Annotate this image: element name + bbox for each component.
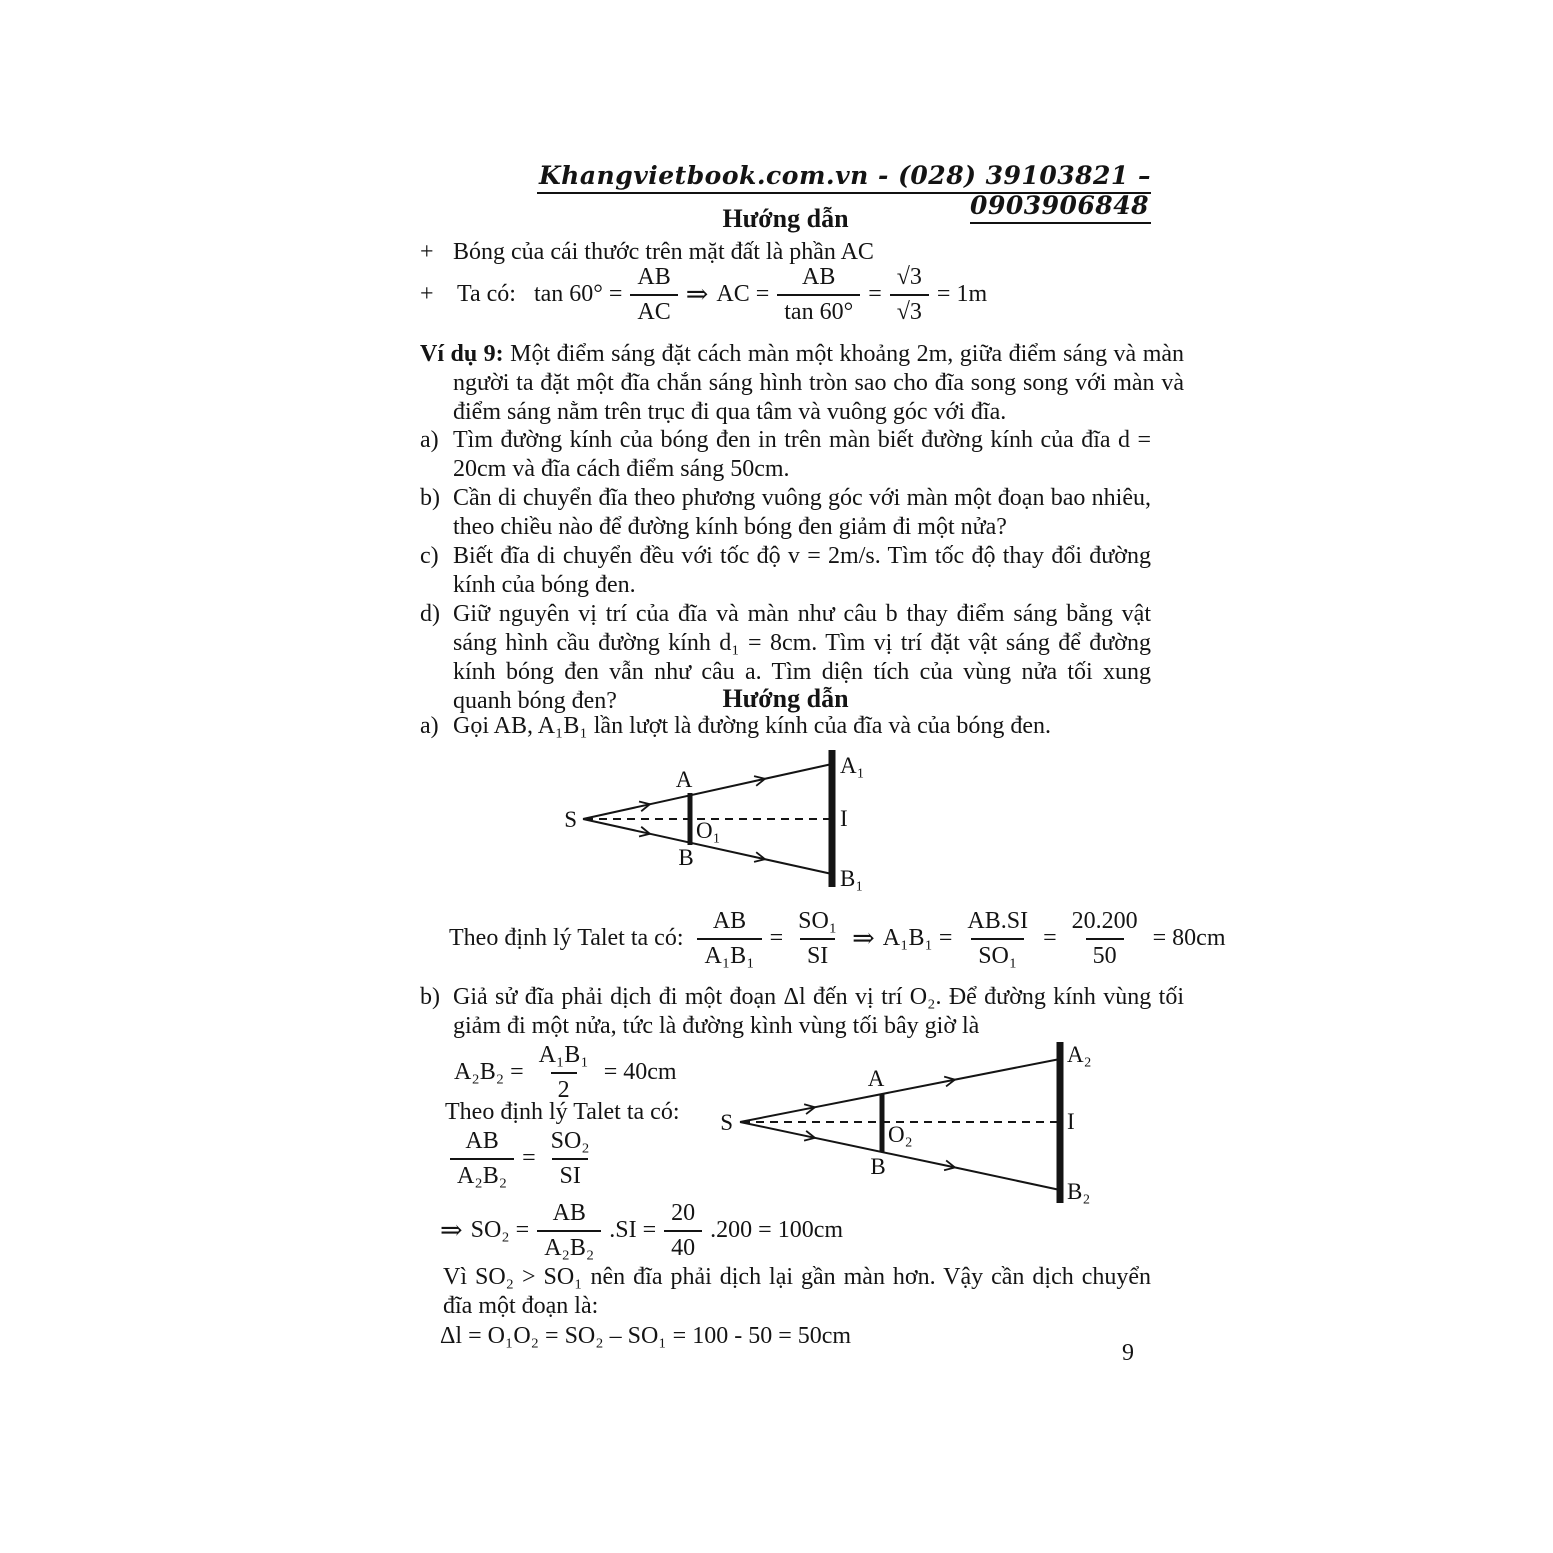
fraction: $\frac{AB}{AC}$: [630, 264, 677, 326]
implies-arrow: ⇒: [685, 279, 709, 310]
item-c: c) Biết đĩa di chuyển đều với tốc độ v = 2m/s. Tìm tốc độ thay đổi đường kính của bóng đen.: [420, 543, 1151, 598]
a2b2-result: = 40cm: [603, 1059, 677, 1086]
fraction: $\frac{AB}{\text{A₁B₁}}$: [697, 908, 761, 970]
a2b2-lhs: A₂B₂ =: [454, 1059, 524, 1086]
guide-heading-1: Hướng dẫn: [722, 204, 849, 233]
bullet-marker: +: [420, 281, 434, 308]
formula-result: = 1m: [936, 281, 988, 308]
diagram2-label-i: I: [1067, 1109, 1075, 1134]
diagram1-label-b: B: [678, 845, 694, 870]
so2-formula: [440, 1200, 847, 1262]
item-a: a) Tìm đường kính của bóng đen in trên màn biết đường kính của đĩa d = 20cm và đĩa cách điểm sáng 50cm.: [420, 427, 1151, 482]
fraction: $\frac{AB.SI}{\text{SO₁}}$: [967, 908, 1029, 969]
diagram1-label-i: I: [840, 806, 848, 831]
diagram2-label-a: A: [867, 1066, 885, 1091]
example9-text: Một điểm sáng đặt cách màn một khoảng 2m, giữa điểm sáng và màn người ta đặt một đĩa chắn sáng hình tròn sao cho đĩa song song với màn và điểm sáng nằm trên trục đi qua tâm và vuông góc với đĩa.: [453, 341, 1185, 425]
guide1-formula: [420, 264, 991, 326]
fraction: $\frac{\text{A₁B₁}}{2}$: [538, 1042, 589, 1103]
shadow-ray-diagram-1: [545, 737, 875, 907]
delta-result-line: Δl = O₁O₂ = SO₂ – SO₁ = 100 - 50 = 50cm: [440, 1323, 852, 1349]
guide-heading-2: Hướng dẫn: [722, 684, 849, 713]
bullet-marker: +: [420, 239, 434, 265]
ray-s-a-a1: [583, 764, 832, 819]
talet-formula-1: [445, 908, 1229, 970]
talet1-lead: Theo định lý Talet ta có:: [449, 925, 684, 952]
so2-lhs: SO₂ =: [470, 1217, 530, 1244]
fraction: $\frac{AB}{\tan 60^\circ}$: [777, 264, 860, 326]
ratio-formula: [450, 1128, 601, 1190]
example9-label: Ví dụ 9:: [420, 341, 504, 367]
diagram1-label-a: A: [675, 767, 693, 792]
diagram1-label-a1: A₁: [840, 753, 865, 778]
conclusion-text: Vì SO₂ > SO₁ nên đĩa phải dịch lại gần màn hơn. Vậy cần dịch chuyển đĩa một đoạn là:: [443, 1264, 1151, 1319]
diagram2-label-b2: B₂: [1067, 1179, 1091, 1204]
solution-b-line: b) Giả sử đĩa phải dịch đi một đoạn Δl đến vị trí O₂. Để đường kính vùng tối giảm đi một nửa, tức là đường kình vùng tối bây giờ là: [420, 984, 1184, 1039]
so2-result: .200 = 100cm: [710, 1217, 844, 1244]
diagram1-label-b1: B₁: [840, 866, 864, 891]
diagram2-label-a2: A₂: [1067, 1042, 1092, 1067]
fraction: $\frac{√3}{√3}$: [890, 264, 929, 326]
formula-mid: AC =: [716, 281, 770, 308]
equals-sign: =: [868, 281, 882, 308]
fraction: $\frac{20.200}{50}$: [1071, 908, 1138, 969]
diagram1-label-o1: O₁: [696, 818, 721, 843]
solution-a-line: a) Gọi AB, A₁B₁ lần lượt là đường kính của đĩa và của bóng đen.: [420, 713, 1052, 739]
so2-mid: .SI =: [609, 1217, 657, 1244]
ray-s-a-a2: [740, 1059, 1060, 1122]
diagram2-label-b: B: [870, 1154, 886, 1179]
implies-arrow: ⇒: [440, 1215, 463, 1246]
publisher-contact-line: Khangvietbook.com.vn - (028) 39103821 – 0903906848: [537, 161, 1151, 224]
bullet-text: Bóng của cái thước trên mặt đất là phần AC: [453, 239, 874, 265]
diagram2-label-o2: O₂: [888, 1122, 913, 1147]
diagram2-label-s: S: [720, 1110, 733, 1135]
fraction: $\frac{\text{SO₁}}{SI}$: [798, 908, 838, 969]
example9-statement: [420, 340, 1184, 427]
formula-lead: Ta có:: [457, 281, 516, 308]
guide1-bullet-1: [420, 238, 1184, 267]
fraction: $\frac{20}{40}$: [664, 1200, 702, 1262]
equals-sign: =: [769, 925, 784, 952]
diagram1-label-s: S: [564, 807, 577, 832]
fraction: $\frac{\text{SO₂}}{SI}$: [550, 1128, 590, 1189]
page-number: 9: [1122, 1340, 1134, 1366]
equals-sign: =: [522, 1145, 536, 1172]
talet1-mid: A₁B₁ =: [882, 925, 953, 952]
implies-arrow: ⇒: [852, 923, 875, 954]
talet1-result: = 80cm: [1152, 925, 1226, 952]
talet2-lead: Theo định lý Talet ta có:: [445, 1099, 680, 1125]
item-b: b) Cần di chuyển đĩa theo phương vuông góc với màn một đoạn bao nhiêu, theo chiều nào để đường kính bóng đen giảm đi một nửa?: [420, 485, 1151, 540]
formula-lhs: tan 60° =: [533, 281, 623, 308]
shadow-ray-diagram-2: [705, 1030, 1095, 1210]
a2b2-formula: [450, 1042, 681, 1104]
equals-sign: =: [1043, 925, 1057, 952]
fraction: $\frac{AB}{\text{A₂B₂}}$: [450, 1128, 514, 1190]
item-d: d) Giữ nguyên vị trí của đĩa và màn như câu b thay điểm sáng bằng vật sáng hình cầu đường kính d₁ = 8cm. Tìm vị trí đặt vật sáng để đường kính bóng đen vẫn như câu a. Tìm diện tích của vùng nửa tối xung quanh bóng đen?: [420, 601, 1151, 714]
example9-items: [420, 426, 1151, 716]
fraction: $\frac{AB}{\text{A₂B₂}}$: [537, 1200, 601, 1262]
